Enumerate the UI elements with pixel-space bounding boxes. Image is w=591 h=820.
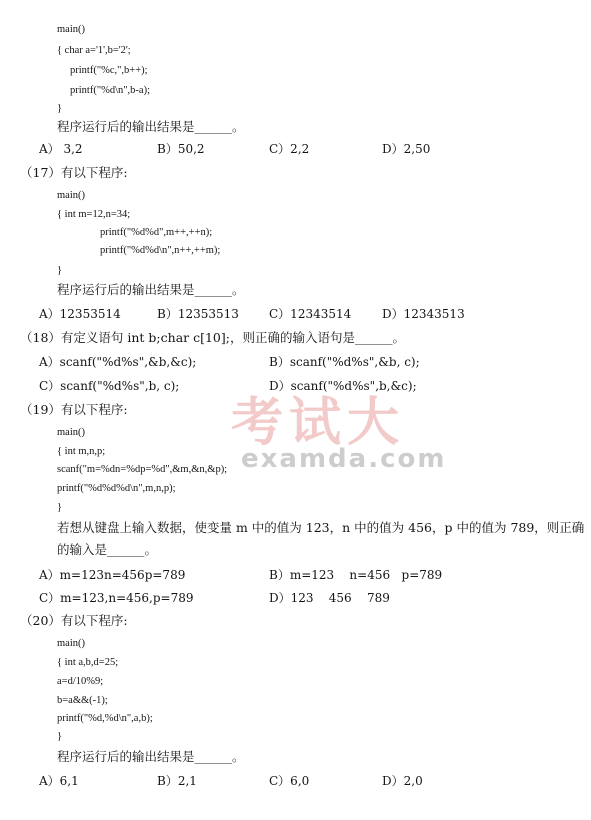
code-line: { int m=12,n=34; xyxy=(57,209,131,220)
option-c: C）12343514 xyxy=(269,307,352,321)
code-line: main() xyxy=(57,190,85,201)
question-stem: 程序运行后的输出结果是______。 xyxy=(57,119,245,134)
code-line: } xyxy=(57,265,63,276)
option-a: A）12353514 xyxy=(39,307,121,321)
question-stem: 的输入是______。 xyxy=(57,542,158,557)
watermark-logo-text: 考试大 xyxy=(231,393,406,453)
question-header: （19）有以下程序: xyxy=(20,402,128,417)
code-line: { int m,n,p; xyxy=(57,446,106,457)
option-b: B）m=123 n=456 p=789 xyxy=(269,568,443,582)
code-line: main() xyxy=(57,24,85,35)
option-b: B）2,1 xyxy=(157,774,197,788)
option-a: A） 3,2 xyxy=(39,142,83,156)
watermark-url: examda.com xyxy=(241,444,447,474)
option-c: C）scanf("%d%s",b, c); xyxy=(39,379,180,393)
option-d: D）12343513 xyxy=(382,307,465,321)
option-a: A）m=123n=456p=789 xyxy=(39,568,186,582)
code-line: a=d/10%9; xyxy=(57,676,104,687)
question-header: （18）有定义语句 int b;char c[10];，则正确的输入语句是______。 xyxy=(20,330,405,345)
code-line: } xyxy=(57,731,63,742)
code-line: printf("%d,%d\n",a,b); xyxy=(57,713,153,724)
option-d: D）scanf("%d%s",b,&c); xyxy=(269,379,417,393)
code-line: } xyxy=(57,103,63,114)
option-c: C）6,0 xyxy=(269,774,310,788)
option-d: D）2,50 xyxy=(382,142,431,156)
question-header: （20）有以下程序: xyxy=(20,613,128,628)
option-b: B）50,2 xyxy=(157,142,205,156)
question-stem: 程序运行后的输出结果是______。 xyxy=(57,749,245,764)
option-c: C）2,2 xyxy=(269,142,310,156)
code-line: { char a='1',b='2'; xyxy=(57,45,131,56)
question-stem: 若想从键盘上输入数据，使变量 m 中的值为 123，n 中的值为 456，p 中的值为 789，则正确 xyxy=(57,520,585,535)
code-line: scanf("m=%dn=%dp=%d",&m,&n,&p); xyxy=(57,464,228,475)
code-line: printf("%d%d\n",n++,++m); xyxy=(100,245,221,256)
option-d: D）123 456 789 xyxy=(269,591,390,605)
question-stem: 程序运行后的输出结果是______。 xyxy=(57,282,245,297)
code-line: main() xyxy=(57,427,85,438)
option-a: A）6,1 xyxy=(39,774,79,788)
option-b: B）scanf("%d%s",&b, c); xyxy=(269,355,420,369)
question-header: （17）有以下程序: xyxy=(20,165,128,180)
code-line: printf("%c,",b++); xyxy=(70,65,148,76)
code-line: printf("%d%d",m++,++n); xyxy=(100,227,213,238)
code-line: printf("%d\n",b-a); xyxy=(70,85,151,96)
code-line: b=a&&(-1); xyxy=(57,695,108,706)
code-line: } xyxy=(57,502,63,513)
code-line: { int a,b,d=25; xyxy=(57,657,119,668)
watermark xyxy=(203,380,447,480)
code-line: main() xyxy=(57,638,85,649)
option-a: A）scanf("%d%s",&b,&c); xyxy=(39,355,197,369)
option-c: C）m=123,n=456,p=789 xyxy=(39,591,194,605)
option-d: D）2,0 xyxy=(382,774,423,788)
option-b: B）12353513 xyxy=(157,307,239,321)
code-line: printf("%d%d%d\n",m,n,p); xyxy=(57,483,176,494)
